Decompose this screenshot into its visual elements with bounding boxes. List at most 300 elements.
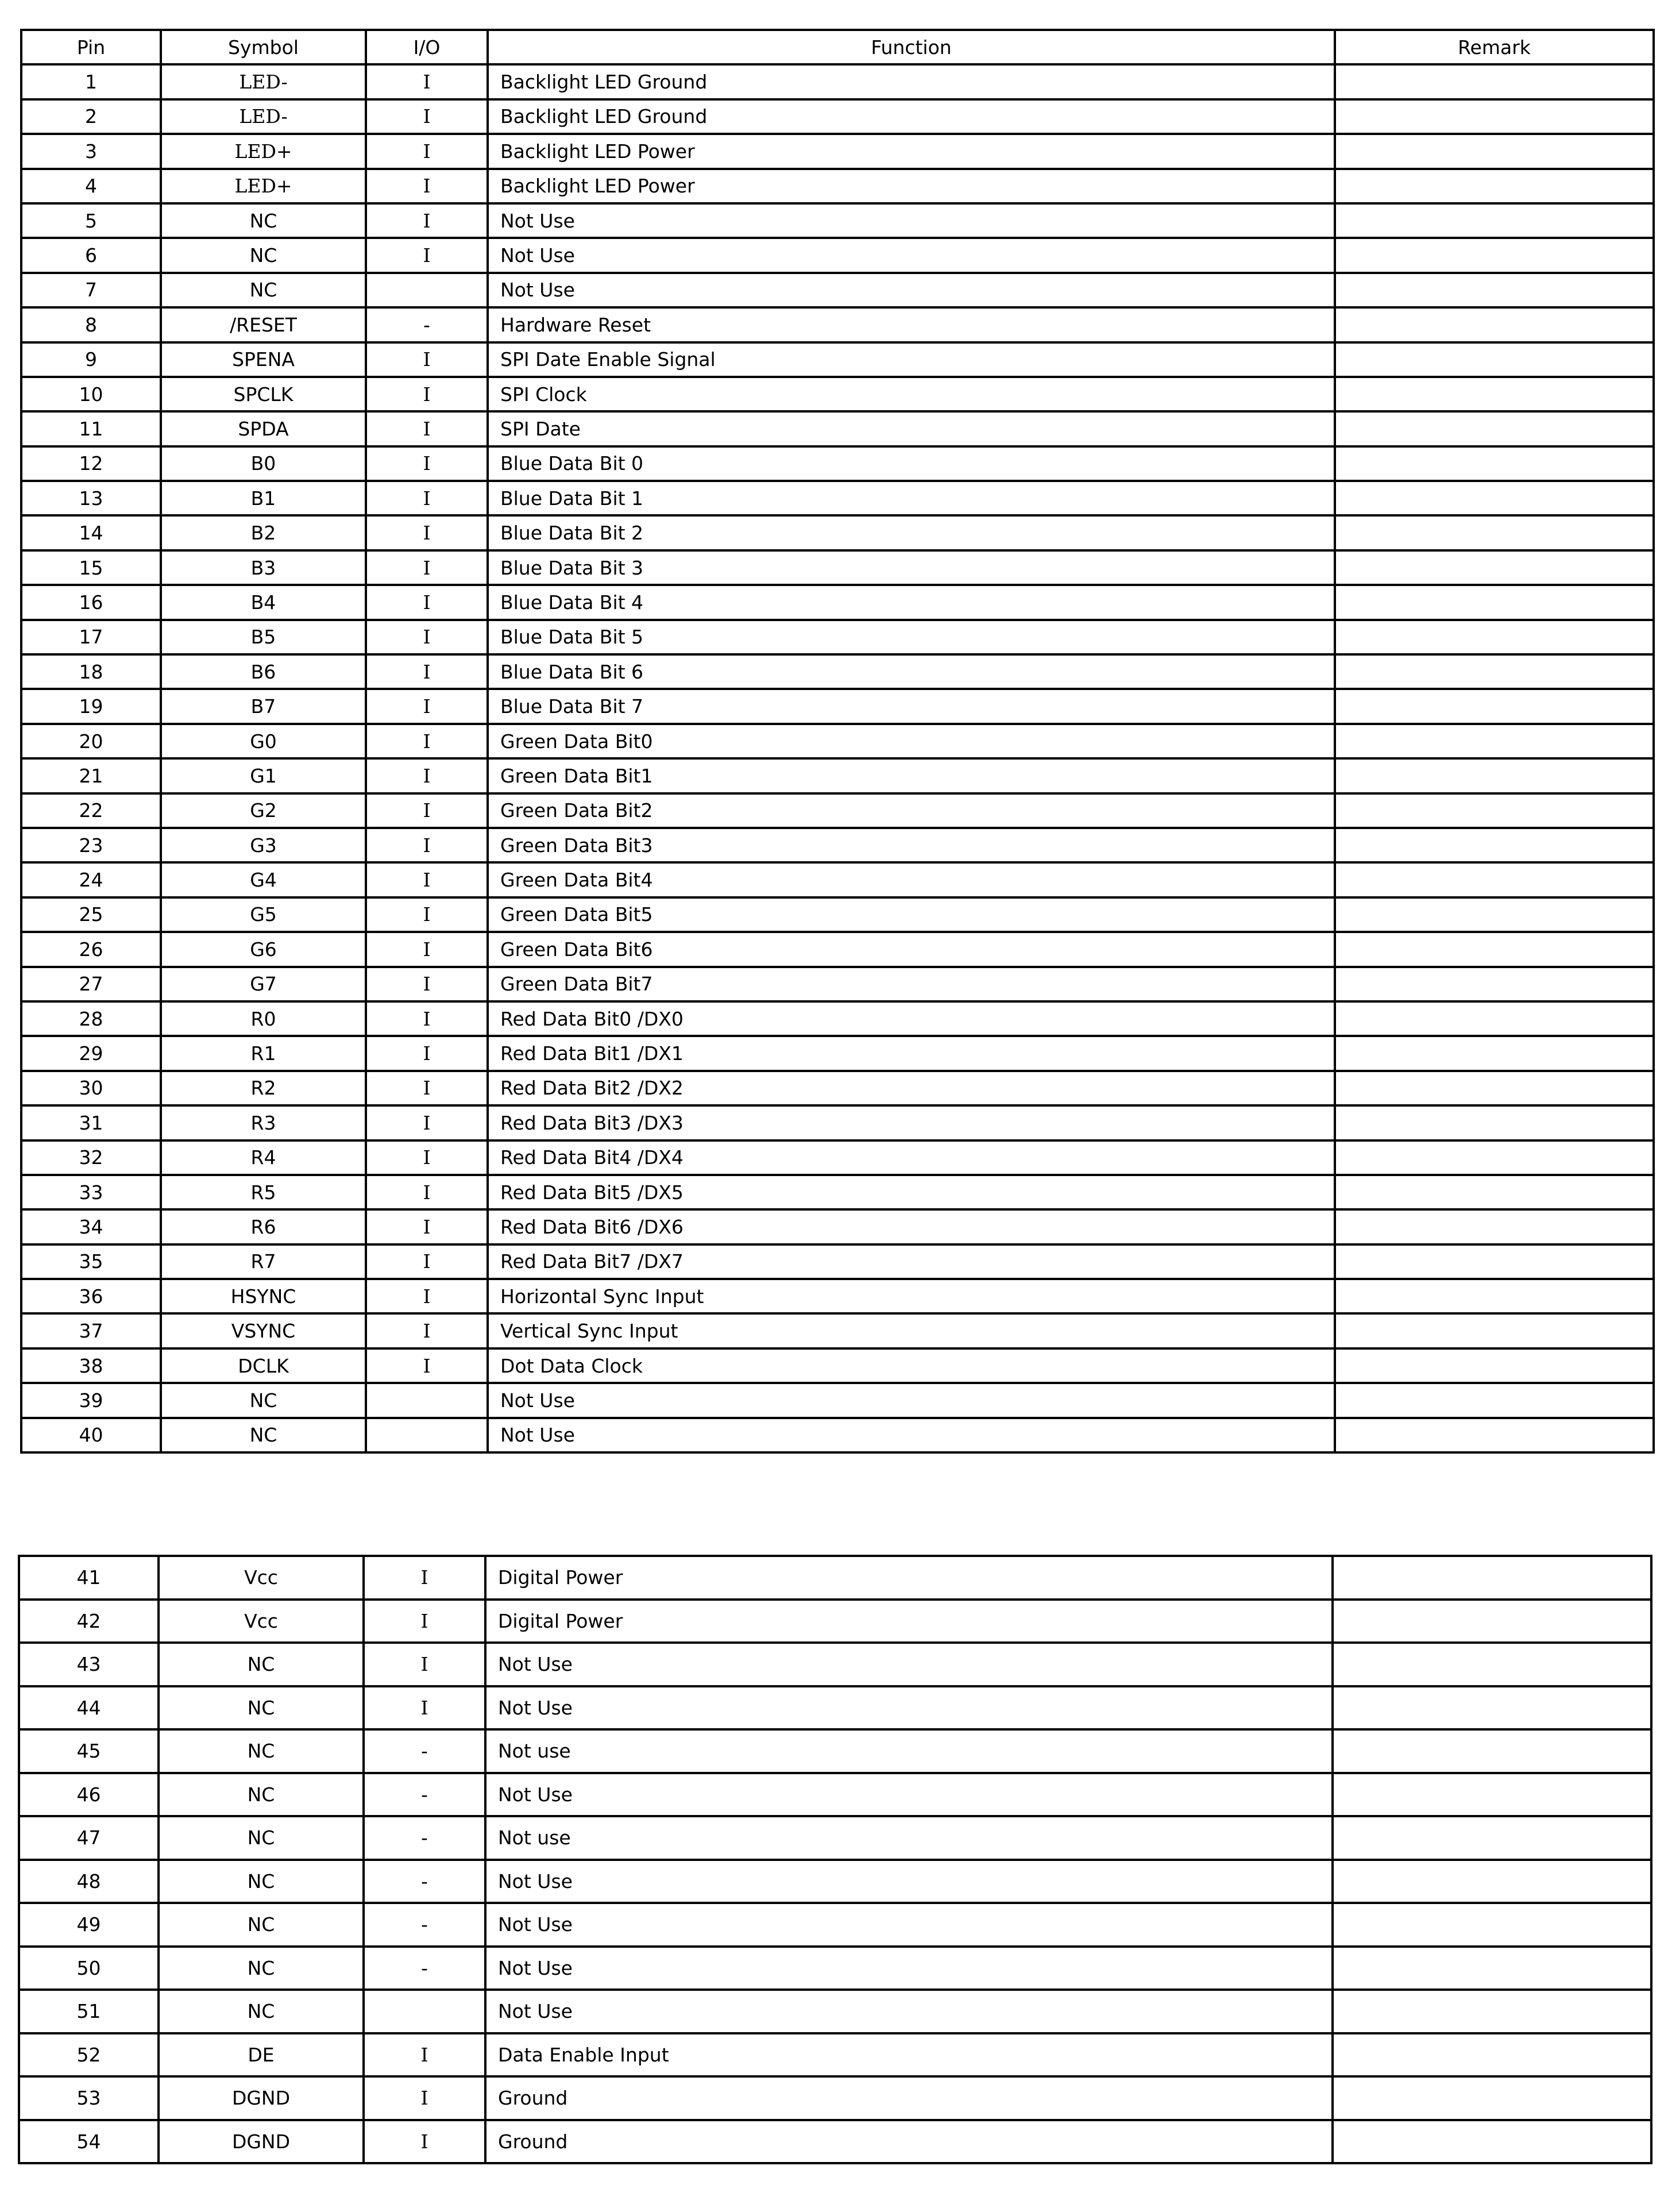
- io-cell: I: [366, 238, 488, 272]
- symbol-cell: NC: [161, 1383, 366, 1417]
- remark-cell: [1335, 1105, 1654, 1140]
- symbol-cell: SPENA: [161, 342, 366, 377]
- io-cell: I: [364, 1643, 485, 1686]
- pin-cell: 2: [21, 99, 161, 134]
- function-cell: Green Data Bit4: [488, 862, 1335, 897]
- table-row: [21, 515, 1654, 550]
- io-cell: -: [364, 1947, 485, 1990]
- function-cell: Dot Data Clock: [488, 1348, 1335, 1383]
- header-row: [21, 30, 1654, 64]
- function-cell: Red Data Bit5 /DX5: [488, 1175, 1335, 1209]
- function-cell: Green Data Bit7: [488, 967, 1335, 1001]
- symbol-cell: NC: [159, 1903, 364, 1947]
- function-cell: Red Data Bit4 /DX4: [488, 1140, 1335, 1175]
- symbol-cell: G7: [161, 967, 366, 1001]
- remark-cell: [1335, 585, 1654, 619]
- pin-table-top: [20, 29, 1655, 1454]
- io-cell: [366, 1383, 488, 1417]
- function-cell: Red Data Bit1 /DX1: [488, 1036, 1335, 1070]
- header-remark: Remark: [1335, 30, 1654, 64]
- symbol-cell: G2: [161, 793, 366, 828]
- function-cell: Not use: [485, 1729, 1333, 1773]
- table-row: [21, 550, 1654, 585]
- io-cell: [366, 273, 488, 307]
- symbol-cell: NC: [159, 1947, 364, 1990]
- pin-cell: 22: [21, 793, 161, 828]
- symbol-cell: R6: [161, 1209, 366, 1244]
- table-row: [19, 2076, 1651, 2120]
- table-row: [19, 1816, 1651, 1860]
- io-cell: I: [364, 2120, 485, 2164]
- pin-cell: 43: [19, 1643, 159, 1686]
- io-cell: I: [366, 134, 488, 168]
- symbol-cell: SPCLK: [161, 377, 366, 411]
- symbol-cell: NC: [159, 1860, 364, 1903]
- symbol-cell: NC: [161, 1418, 366, 1452]
- io-cell: I: [366, 1071, 488, 1105]
- remark-cell: [1335, 515, 1654, 550]
- symbol-cell: Vcc: [159, 1600, 364, 1643]
- pin-table-bottom: [18, 1555, 1652, 2164]
- pin-cell: 54: [19, 2120, 159, 2164]
- io-cell: I: [366, 515, 488, 550]
- io-cell: -: [364, 1729, 485, 1773]
- remark-cell: [1333, 2076, 1651, 2120]
- table-row: [19, 1686, 1651, 1730]
- pin-cell: 30: [21, 1071, 161, 1105]
- symbol-cell: /RESET: [161, 307, 366, 342]
- symbol-cell: R0: [161, 1001, 366, 1036]
- remark-cell: [1335, 793, 1654, 828]
- pin-cell: 13: [21, 481, 161, 515]
- table-row: [21, 1418, 1654, 1452]
- table-row: [21, 1036, 1654, 1070]
- remark-cell: [1335, 967, 1654, 1001]
- table-body-top: [21, 64, 1654, 1452]
- io-cell: I: [366, 724, 488, 758]
- remark-cell: [1335, 411, 1654, 446]
- symbol-cell: R5: [161, 1175, 366, 1209]
- function-cell: Not Use: [488, 203, 1335, 238]
- remark-cell: [1335, 169, 1654, 203]
- remark-cell: [1335, 307, 1654, 342]
- pin-cell: 21: [21, 758, 161, 793]
- table-row: [21, 99, 1654, 134]
- pin-cell: 12: [21, 446, 161, 481]
- table-row: [21, 377, 1654, 411]
- pin-cell: 48: [19, 1860, 159, 1903]
- io-cell: I: [366, 620, 488, 654]
- table-row: [21, 689, 1654, 723]
- remark-cell: [1335, 446, 1654, 481]
- symbol-cell: R3: [161, 1105, 366, 1140]
- pin-cell: 44: [19, 1686, 159, 1730]
- symbol-cell: G5: [161, 897, 366, 932]
- remark-cell: [1335, 99, 1654, 134]
- table-row: [21, 654, 1654, 689]
- function-cell: Green Data Bit1: [488, 758, 1335, 793]
- table-row: [21, 169, 1654, 203]
- remark-cell: [1335, 654, 1654, 689]
- io-cell: I: [366, 169, 488, 203]
- table-row: [21, 64, 1654, 99]
- function-cell: Blue Data Bit 0: [488, 446, 1335, 481]
- symbol-cell: NC: [161, 203, 366, 238]
- function-cell: Backlight LED Ground: [488, 99, 1335, 134]
- table-row: [21, 134, 1654, 168]
- pin-cell: 46: [19, 1773, 159, 1817]
- remark-cell: [1333, 1990, 1651, 2033]
- table-row: [19, 1903, 1651, 1947]
- remark-cell: [1335, 862, 1654, 897]
- pin-cell: 15: [21, 550, 161, 585]
- function-cell: Backlight LED Power: [488, 134, 1335, 168]
- pin-cell: 1: [21, 64, 161, 99]
- function-cell: Red Data Bit0 /DX0: [488, 1001, 1335, 1036]
- table-row: [21, 967, 1654, 1001]
- function-cell: Backlight LED Power: [488, 169, 1335, 203]
- pin-cell: 28: [21, 1001, 161, 1036]
- remark-cell: [1335, 342, 1654, 377]
- function-cell: Red Data Bit6 /DX6: [488, 1209, 1335, 1244]
- function-cell: Not Use: [488, 1383, 1335, 1417]
- symbol-cell: R1: [161, 1036, 366, 1070]
- pin-cell: 39: [21, 1383, 161, 1417]
- remark-cell: [1333, 1773, 1651, 1817]
- pin-cell: 26: [21, 932, 161, 966]
- symbol-cell: G3: [161, 828, 366, 862]
- io-cell: I: [364, 2033, 485, 2077]
- io-cell: I: [366, 203, 488, 238]
- remark-cell: [1335, 550, 1654, 585]
- remark-cell: [1335, 1001, 1654, 1036]
- pin-cell: 42: [19, 1600, 159, 1643]
- remark-cell: [1333, 2120, 1651, 2164]
- symbol-cell: DGND: [159, 2076, 364, 2120]
- table-row: [21, 1348, 1654, 1383]
- function-cell: Green Data Bit3: [488, 828, 1335, 862]
- remark-cell: [1335, 828, 1654, 862]
- symbol-cell: DGND: [159, 2120, 364, 2164]
- function-cell: Not Use: [488, 1418, 1335, 1452]
- pin-cell: 10: [21, 377, 161, 411]
- io-cell: -: [364, 1773, 485, 1817]
- remark-cell: [1335, 932, 1654, 966]
- io-cell: I: [366, 1313, 488, 1348]
- table-row: [19, 1860, 1651, 1903]
- pin-cell: 8: [21, 307, 161, 342]
- io-cell: I: [366, 1105, 488, 1140]
- function-cell: Ground: [485, 2076, 1333, 2120]
- io-cell: I: [366, 1140, 488, 1175]
- pin-cell: 51: [19, 1990, 159, 2033]
- function-cell: Green Data Bit6: [488, 932, 1335, 966]
- remark-cell: [1335, 64, 1654, 99]
- remark-cell: [1335, 377, 1654, 411]
- table-row: [21, 932, 1654, 966]
- table-row: [21, 1071, 1654, 1105]
- io-cell: I: [366, 1209, 488, 1244]
- function-cell: Not Use: [485, 1643, 1333, 1686]
- function-cell: Green Data Bit2: [488, 793, 1335, 828]
- symbol-cell: LED-: [161, 99, 366, 134]
- table-row: [19, 1643, 1651, 1686]
- symbol-cell: NC: [159, 1729, 364, 1773]
- io-cell: -: [364, 1816, 485, 1860]
- pin-cell: 27: [21, 967, 161, 1001]
- symbol-cell: B0: [161, 446, 366, 481]
- function-cell: Not use: [485, 1816, 1333, 1860]
- io-cell: I: [366, 897, 488, 932]
- function-cell: SPI Date Enable Signal: [488, 342, 1335, 377]
- pin-cell: 40: [21, 1418, 161, 1452]
- remark-cell: [1335, 1175, 1654, 1209]
- function-cell: Not Use: [488, 273, 1335, 307]
- table-row: [19, 1773, 1651, 1817]
- remark-cell: [1335, 481, 1654, 515]
- io-cell: I: [366, 411, 488, 446]
- symbol-cell: B6: [161, 654, 366, 689]
- remark-cell: [1335, 1209, 1654, 1244]
- pin-cell: 45: [19, 1729, 159, 1773]
- symbol-cell: R7: [161, 1244, 366, 1279]
- table-row: [21, 1244, 1654, 1279]
- pin-cell: 24: [21, 862, 161, 897]
- pin-cell: 34: [21, 1209, 161, 1244]
- symbol-cell: LED+: [161, 169, 366, 203]
- remark-cell: [1333, 1816, 1651, 1860]
- table-row: [21, 446, 1654, 481]
- function-cell: Not Use: [485, 1903, 1333, 1947]
- symbol-cell: B1: [161, 481, 366, 515]
- pin-cell: 18: [21, 654, 161, 689]
- table-row: [21, 1279, 1654, 1313]
- remark-cell: [1333, 2033, 1651, 2077]
- function-cell: Data Enable Input: [485, 2033, 1333, 2077]
- pin-cell: 17: [21, 620, 161, 654]
- symbol-cell: NC: [159, 1643, 364, 1686]
- remark-cell: [1335, 1279, 1654, 1313]
- io-cell: I: [366, 793, 488, 828]
- function-cell: Ground: [485, 2120, 1333, 2164]
- remark-cell: [1335, 1348, 1654, 1383]
- function-cell: Digital Power: [485, 1600, 1333, 1643]
- symbol-cell: G1: [161, 758, 366, 793]
- symbol-cell: G4: [161, 862, 366, 897]
- symbol-cell: SPDA: [161, 411, 366, 446]
- remark-cell: [1335, 1071, 1654, 1105]
- io-cell: I: [366, 932, 488, 966]
- table-row: [21, 1001, 1654, 1036]
- remark-cell: [1333, 1643, 1651, 1686]
- remark-cell: [1335, 758, 1654, 793]
- io-cell: I: [366, 967, 488, 1001]
- io-cell: -: [366, 307, 488, 342]
- table-row: [19, 1990, 1651, 2033]
- function-cell: Blue Data Bit 7: [488, 689, 1335, 723]
- function-cell: Not Use: [488, 238, 1335, 272]
- table-row: [21, 620, 1654, 654]
- remark-cell: [1335, 273, 1654, 307]
- function-cell: Not Use: [485, 1773, 1333, 1817]
- table-row: [21, 411, 1654, 446]
- table-row: [21, 273, 1654, 307]
- remark-cell: [1335, 203, 1654, 238]
- pin-cell: 31: [21, 1105, 161, 1140]
- pin-cell: 19: [21, 689, 161, 723]
- table-row: [19, 1947, 1651, 1990]
- io-cell: [364, 1990, 485, 2033]
- pin-cell: 33: [21, 1175, 161, 1209]
- table-row: [21, 793, 1654, 828]
- remark-cell: [1333, 1903, 1651, 1947]
- io-cell: I: [366, 446, 488, 481]
- table-row: [21, 1140, 1654, 1175]
- table-row: [21, 481, 1654, 515]
- symbol-cell: B3: [161, 550, 366, 585]
- symbol-cell: LED+: [161, 134, 366, 168]
- pin-cell: 41: [19, 1556, 159, 1600]
- io-cell: I: [366, 862, 488, 897]
- function-cell: Green Data Bit0: [488, 724, 1335, 758]
- symbol-cell: G6: [161, 932, 366, 966]
- table-row: [21, 724, 1654, 758]
- table-row: [19, 2120, 1651, 2164]
- pin-cell: 11: [21, 411, 161, 446]
- table-row: [21, 1209, 1654, 1244]
- symbol-cell: B2: [161, 515, 366, 550]
- function-cell: Red Data Bit7 /DX7: [488, 1244, 1335, 1279]
- remark-cell: [1335, 1036, 1654, 1070]
- pin-cell: 20: [21, 724, 161, 758]
- symbol-cell: DCLK: [161, 1348, 366, 1383]
- remark-cell: [1333, 1556, 1651, 1600]
- pin-cell: 47: [19, 1816, 159, 1860]
- io-cell: [366, 1418, 488, 1452]
- table-row: [21, 1313, 1654, 1348]
- pin-cell: 9: [21, 342, 161, 377]
- table-row: [21, 758, 1654, 793]
- symbol-cell: NC: [161, 238, 366, 272]
- pin-cell: 29: [21, 1036, 161, 1070]
- table-row: [21, 1175, 1654, 1209]
- table-row: [19, 1729, 1651, 1773]
- remark-cell: [1335, 689, 1654, 723]
- table-row: [19, 1600, 1651, 1643]
- function-cell: Blue Data Bit 4: [488, 585, 1335, 619]
- io-cell: I: [366, 758, 488, 793]
- symbol-cell: NC: [159, 1773, 364, 1817]
- pin-cell: 3: [21, 134, 161, 168]
- function-cell: Green Data Bit5: [488, 897, 1335, 932]
- pin-cell: 35: [21, 1244, 161, 1279]
- io-cell: I: [366, 342, 488, 377]
- io-cell: I: [364, 2076, 485, 2120]
- remark-cell: [1335, 1140, 1654, 1175]
- table-row: [21, 897, 1654, 932]
- io-cell: I: [366, 1036, 488, 1070]
- function-cell: SPI Clock: [488, 377, 1335, 411]
- function-cell: Not Use: [485, 1990, 1333, 2033]
- io-cell: I: [366, 1244, 488, 1279]
- table-row: [21, 203, 1654, 238]
- header-symbol: Symbol: [161, 30, 366, 64]
- io-cell: I: [366, 481, 488, 515]
- remark-cell: [1333, 1860, 1651, 1903]
- io-cell: I: [366, 1348, 488, 1383]
- function-cell: Vertical Sync Input: [488, 1313, 1335, 1348]
- function-cell: Blue Data Bit 6: [488, 654, 1335, 689]
- symbol-cell: VSYNC: [161, 1313, 366, 1348]
- table-row: [21, 307, 1654, 342]
- function-cell: Blue Data Bit 1: [488, 481, 1335, 515]
- pin-cell: 14: [21, 515, 161, 550]
- table-row: [19, 2033, 1651, 2077]
- io-cell: I: [366, 1175, 488, 1209]
- header-function: Function: [488, 30, 1335, 64]
- symbol-cell: B4: [161, 585, 366, 619]
- symbol-cell: NC: [159, 1686, 364, 1730]
- table-row: [21, 1105, 1654, 1140]
- function-cell: Blue Data Bit 5: [488, 620, 1335, 654]
- table-row: [21, 862, 1654, 897]
- function-cell: Red Data Bit2 /DX2: [488, 1071, 1335, 1105]
- io-cell: I: [364, 1556, 485, 1600]
- symbol-cell: NC: [159, 1990, 364, 2033]
- function-cell: Red Data Bit3 /DX3: [488, 1105, 1335, 1140]
- header-pin: Pin: [21, 30, 161, 64]
- remark-cell: [1335, 724, 1654, 758]
- function-cell: Blue Data Bit 3: [488, 550, 1335, 585]
- remark-cell: [1335, 238, 1654, 272]
- function-cell: Blue Data Bit 2: [488, 515, 1335, 550]
- remark-cell: [1335, 620, 1654, 654]
- function-cell: Not Use: [485, 1686, 1333, 1730]
- function-cell: SPI Date: [488, 411, 1335, 446]
- remark-cell: [1335, 897, 1654, 932]
- table-row: [21, 828, 1654, 862]
- io-cell: -: [364, 1903, 485, 1947]
- symbol-cell: NC: [161, 273, 366, 307]
- pin-cell: 5: [21, 203, 161, 238]
- remark-cell: [1335, 134, 1654, 168]
- symbol-cell: G0: [161, 724, 366, 758]
- table-row: [21, 585, 1654, 619]
- io-cell: -: [364, 1860, 485, 1903]
- function-cell: Horizontal Sync Input: [488, 1279, 1335, 1313]
- remark-cell: [1335, 1418, 1654, 1452]
- function-cell: Backlight LED Ground: [488, 64, 1335, 99]
- function-cell: Not Use: [485, 1860, 1333, 1903]
- pin-cell: 49: [19, 1903, 159, 1947]
- symbol-cell: LED-: [161, 64, 366, 99]
- remark-cell: [1333, 1729, 1651, 1773]
- pin-cell: 36: [21, 1279, 161, 1313]
- io-cell: I: [366, 64, 488, 99]
- symbol-cell: Vcc: [159, 1556, 364, 1600]
- remark-cell: [1333, 1686, 1651, 1730]
- io-cell: I: [366, 99, 488, 134]
- remark-cell: [1335, 1244, 1654, 1279]
- symbol-cell: NC: [159, 1816, 364, 1860]
- symbol-cell: B5: [161, 620, 366, 654]
- pin-cell: 37: [21, 1313, 161, 1348]
- io-cell: I: [366, 377, 488, 411]
- pin-cell: 7: [21, 273, 161, 307]
- io-cell: I: [366, 550, 488, 585]
- table-row: [19, 1556, 1651, 1600]
- pin-cell: 50: [19, 1947, 159, 1990]
